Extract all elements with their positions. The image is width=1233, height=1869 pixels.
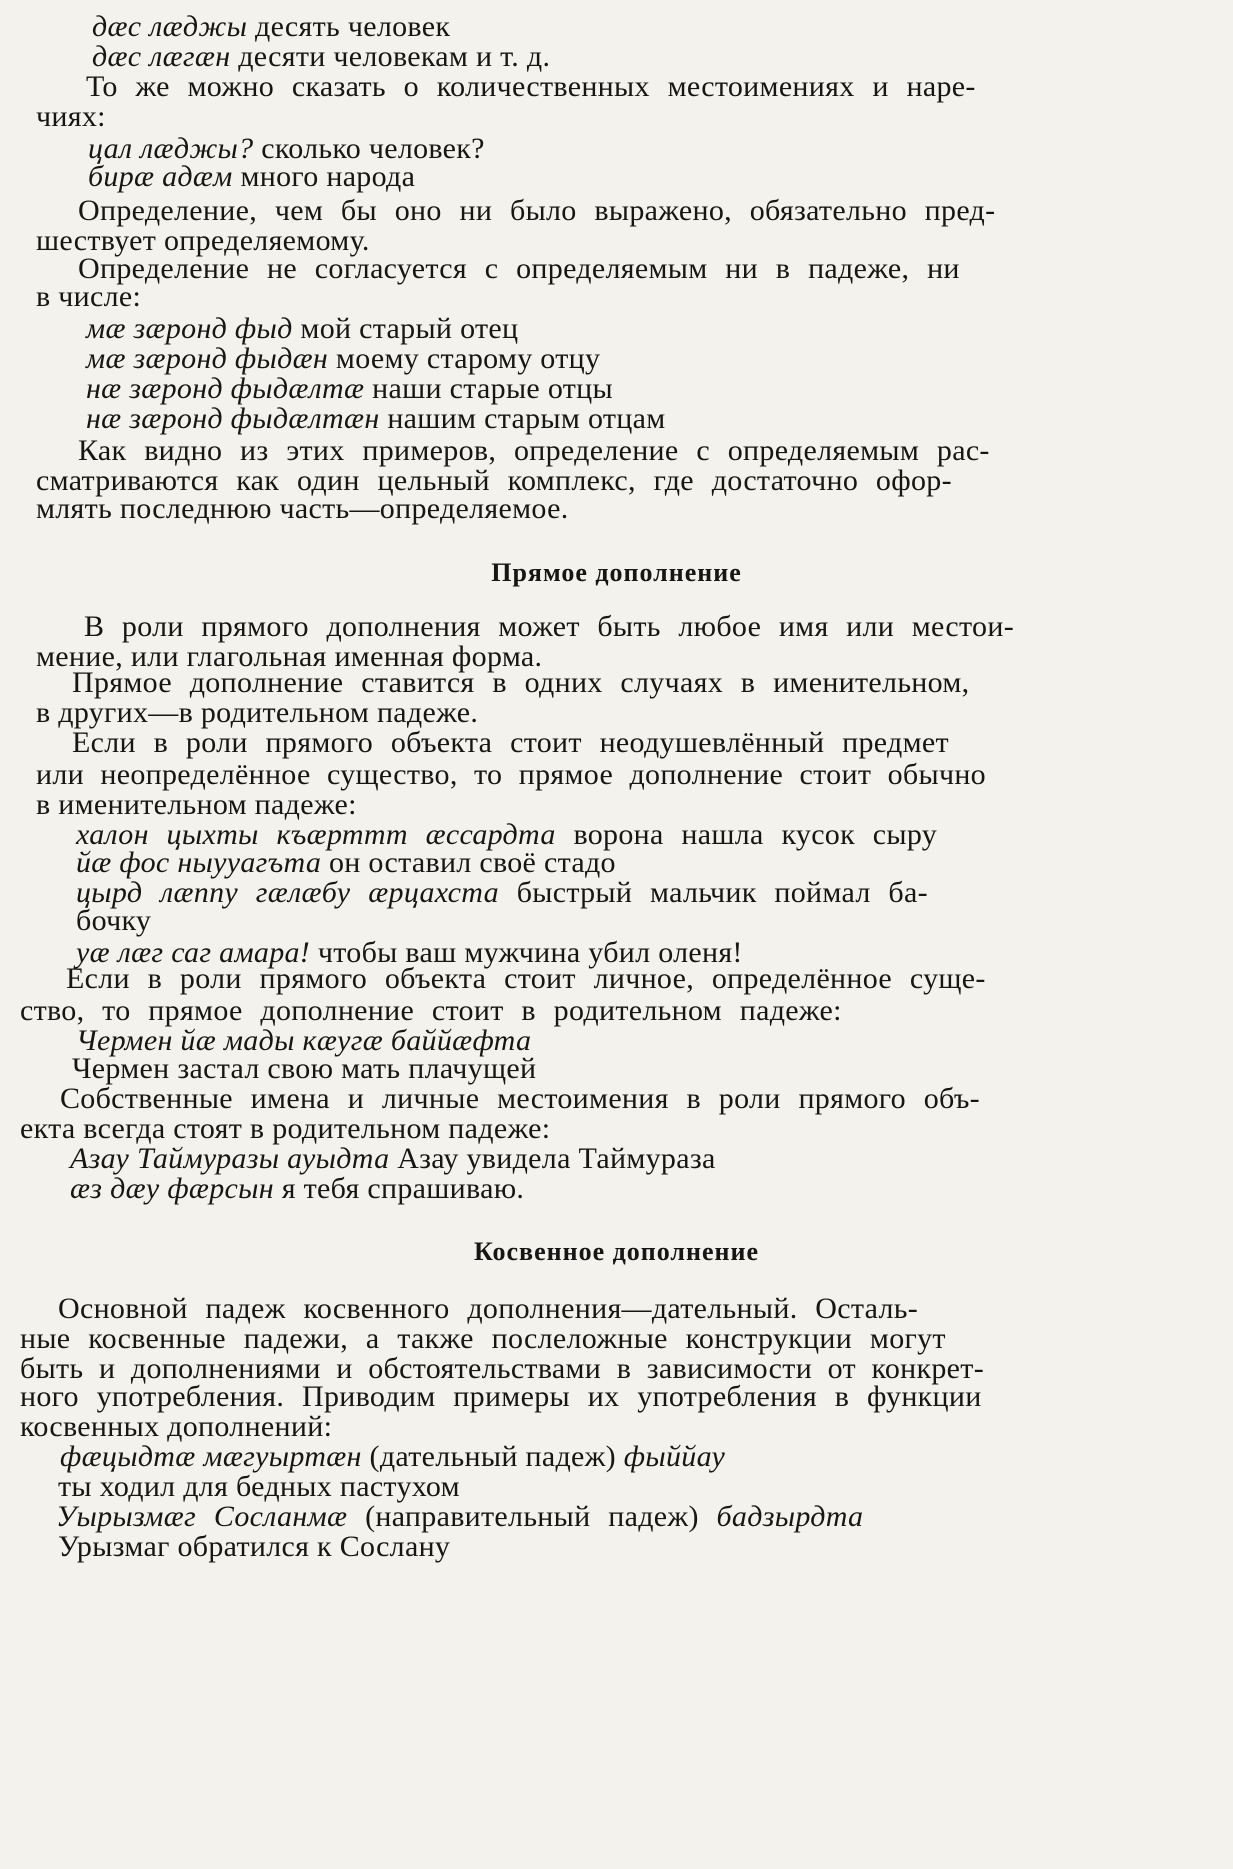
line-text: быть и дополнениями и обстоятельствами в зависимости от конкрет- xyxy=(20,1352,984,1385)
line-text: Если в роли прямого объекта стоит неодушевлённый предмет xyxy=(72,726,949,759)
line-text: Урызмаг обратился к Сослану xyxy=(58,1530,451,1563)
text-line xyxy=(76,846,616,880)
italic-example-text: йæ фос ныууагъта xyxy=(76,846,322,879)
text-line xyxy=(72,1052,536,1086)
text-line xyxy=(70,1172,524,1206)
line-text: Определение не согласуется с определяемым ни в падеже, ни xyxy=(78,252,960,285)
text-line xyxy=(76,904,151,938)
line-text: в числе: xyxy=(36,280,142,313)
line-text: (направительный падеж) xyxy=(347,1500,717,1533)
line-text: Азау увидела Таймураза xyxy=(389,1142,716,1175)
line-text: бочку xyxy=(76,904,152,937)
text-line xyxy=(56,1500,863,1534)
text-line xyxy=(20,1410,332,1444)
text-line xyxy=(36,100,106,134)
line-text: (дательный падеж) xyxy=(361,1440,624,1473)
line-text: нашим старым отцам xyxy=(379,402,666,435)
text-line xyxy=(86,312,518,346)
line-text: Чермен застал свою мать плачущей xyxy=(72,1052,537,1085)
line-text: я тебя спрашиваю. xyxy=(273,1172,525,1205)
text-line xyxy=(78,252,960,286)
line-text: Если в роли прямого объекта стоит личное, определённое суще- xyxy=(66,962,986,995)
line-text: мой старый отец xyxy=(292,312,519,345)
line-text: сматриваются как один цельный комплекс, где достаточно офор- xyxy=(36,464,952,497)
italic-example-text: уæ лæг саг амара! xyxy=(76,936,311,969)
italic-example-text: нæ зæронд фыдæлтæн xyxy=(86,402,380,435)
text-line xyxy=(20,1322,946,1356)
text-line xyxy=(58,1530,450,1564)
text-line xyxy=(88,160,415,194)
line-text: быстрый мальчик поймал ба- xyxy=(498,876,928,909)
italic-example-text: дæс лæгæн xyxy=(92,40,231,73)
text-line xyxy=(86,402,666,436)
italic-example-text: бирæ адæм xyxy=(88,160,233,193)
line-text: чтобы ваш мужчина убил оленя! xyxy=(310,936,743,969)
text-line xyxy=(36,788,357,822)
line-text: ного употребления. Приводим примеры их употребления в функции xyxy=(20,1380,982,1413)
line-text: екта всегда стоят в родительном падеже: xyxy=(20,1112,551,1145)
section-heading-indirect-object: Косвенное дополнение xyxy=(473,1237,760,1266)
line-text: косвенных дополнений: xyxy=(20,1410,333,1443)
text-line xyxy=(36,696,478,730)
line-text: много народа xyxy=(232,160,416,193)
text-line xyxy=(20,1112,550,1146)
line-text: ство, то прямое дополнение стоит в родительном падеже: xyxy=(20,994,842,1027)
section-heading-direct-object: Прямое дополнение xyxy=(491,558,742,587)
line-text: шествует определяемому. xyxy=(36,224,370,257)
line-text: чиях: xyxy=(36,100,106,133)
text-line xyxy=(36,758,986,792)
text-line xyxy=(20,1380,982,1414)
text-line xyxy=(60,1082,980,1116)
italic-example-text: Уырызмæг Сосланмæ xyxy=(56,1500,348,1533)
line-text: мение, или глагольная именная форма. xyxy=(36,640,543,673)
italic-example-text: фыййау xyxy=(623,1440,726,1473)
line-text: Определение, чем бы оно ни было выражено, обязательно пред- xyxy=(78,194,996,227)
text-line xyxy=(86,372,613,406)
italic-example-text: æз дæу фæрсын xyxy=(70,1172,274,1205)
text-line xyxy=(86,342,600,376)
text-line xyxy=(58,1292,918,1326)
line-text: он оставил своё стадо xyxy=(321,846,616,879)
line-text: Прямое дополнение ставится в одних случаях в именительном, xyxy=(72,666,970,699)
text-line xyxy=(86,70,976,104)
text-line xyxy=(72,726,949,760)
italic-example-text: Азау Таймуразы ауыдта xyxy=(70,1142,390,1175)
text-line xyxy=(36,280,141,314)
line-text: Как видно из этих примеров, определение с определяемым рас- xyxy=(78,434,990,467)
line-text: в других—в родительном падеже. xyxy=(36,696,479,729)
line-text: ные косвенные падежи, а также послеложные конструкции могут xyxy=(20,1322,946,1355)
line-text: Собственные имена и личные местоимения в роли прямого объ- xyxy=(60,1082,980,1115)
text-line xyxy=(78,434,990,468)
italic-example-text: нæ зæронд фыдæлтæ xyxy=(86,372,365,405)
text-line xyxy=(76,876,928,910)
italic-example-text: Чермен йæ мады кæугæ баййæфта xyxy=(76,1024,532,1057)
italic-example-text: халон цыхты къæрттт æссардта xyxy=(76,818,556,851)
text-line xyxy=(20,994,842,1028)
italic-example-text: цырд лæппу гæлæбу æрцахста xyxy=(76,876,499,909)
line-text: млять последнюю часть—определяемое. xyxy=(36,492,569,525)
text-line xyxy=(92,40,550,74)
text-line xyxy=(72,666,969,700)
italic-example-text: мæ зæронд фыдæн xyxy=(86,342,329,375)
line-text: в именительном падеже: xyxy=(36,788,357,821)
line-text: наши старые отцы xyxy=(364,372,613,405)
text-line xyxy=(78,194,995,228)
line-text: десять человек xyxy=(247,10,451,43)
italic-example-text: цал лæджы? xyxy=(88,132,254,165)
line-text: То же можно сказать о количественных местоимениях и наре- xyxy=(86,70,976,103)
text-line xyxy=(92,10,450,44)
line-text: В роли прямого дополнения может быть любое имя или местои- xyxy=(84,610,1014,643)
line-text: Основной падеж косвенного дополнения—дательный. Осталь- xyxy=(58,1292,919,1325)
line-text: ты ходил для бедных пастухом xyxy=(58,1470,460,1503)
italic-example-text: мæ зæронд фыд xyxy=(86,312,293,345)
text-line xyxy=(70,1142,716,1176)
line-text: сколько человек? xyxy=(253,132,485,165)
text-line xyxy=(66,962,986,996)
italic-example-text: фæцыдтæ мæгуыртæн xyxy=(60,1440,362,1473)
text-line xyxy=(36,492,569,526)
line-text: ворона нашла кусок сыру xyxy=(555,818,938,851)
text-line xyxy=(58,1470,460,1504)
line-text: или неопределённое существо, то прямое дополнение стоит обычно xyxy=(36,758,986,791)
text-line xyxy=(84,610,1014,644)
line-text: десяти человекам и т. д. xyxy=(230,40,551,73)
line-text: моему старому отцу xyxy=(328,342,601,375)
italic-example-text: дæс лæджы xyxy=(92,10,248,43)
italic-example-text: бадзырдта xyxy=(716,1500,864,1533)
text-line xyxy=(60,1440,725,1474)
